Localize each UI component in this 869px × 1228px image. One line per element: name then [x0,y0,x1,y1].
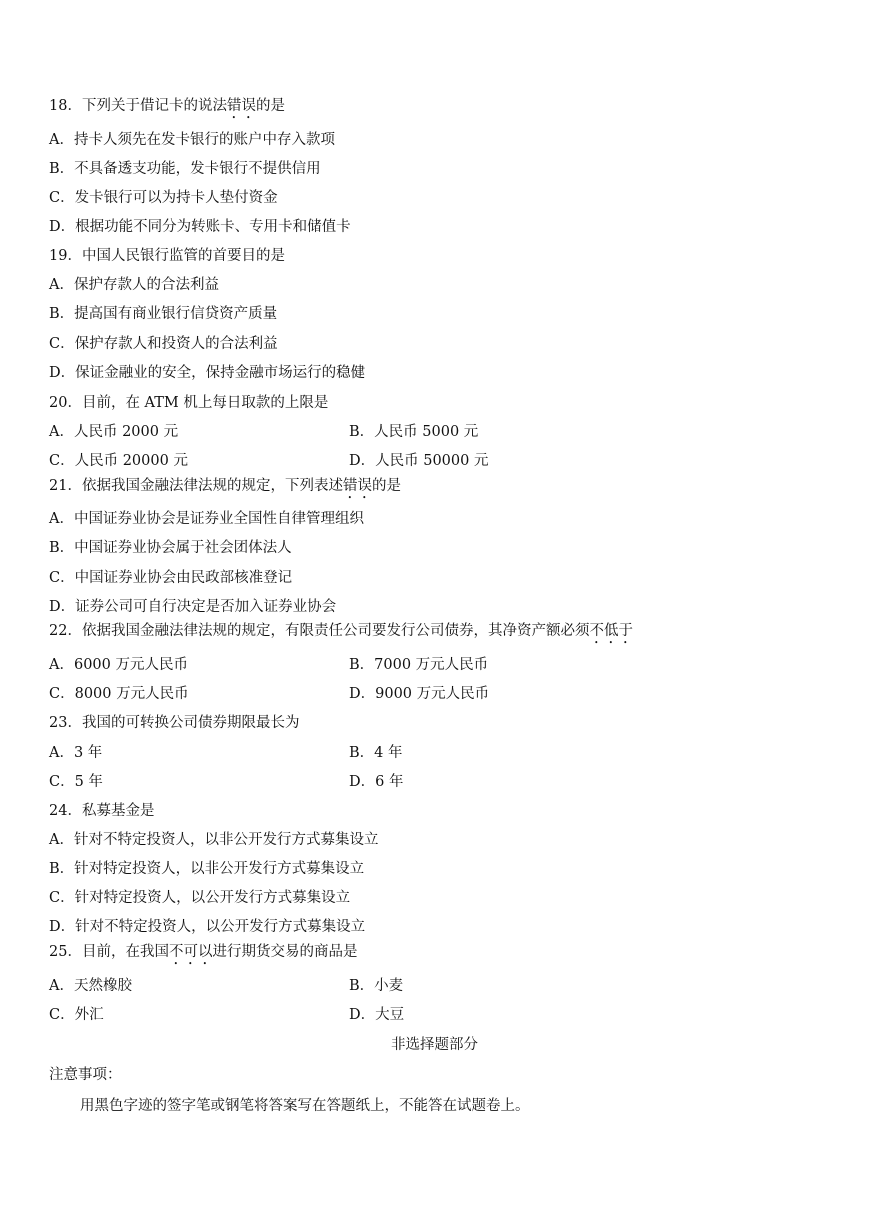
emphasized-text: 不可以 [168,944,213,960]
option-c: C．人民币 20000 元 [49,453,188,469]
option-a: A．3 年 [49,745,103,761]
option-a: A．中国证券业协会是证券业全国性自律管理组织 [49,511,364,527]
option-a: A．持卡人须先在发卡银行的账户中存入款项 [49,132,335,148]
notice-title: 注意事项： [49,1067,122,1083]
section-title: 非选择题部分 [391,1037,478,1053]
question-19: 19．中国人民银行监管的首要目的是 [49,248,285,264]
question-23: 23．我国的可转换公司债券期限最长为 [49,715,300,731]
option-d: D．人民币 50000 元 [349,453,489,469]
option-a: A．6000 万元人民币 [49,657,188,673]
emphasized-text: 错误 [342,478,372,494]
option-d: D．针对不特定投资人，以公开发行方式募集设立 [49,919,366,935]
question-text: 18．下列关于借记卡的说法 [49,98,227,114]
option-d: D．根据功能不同分为转账卡、专用卡和储值卡 [49,219,351,235]
emphasized-text: 不低于 [589,623,633,639]
question-20: 20．目前，在 ATM 机上每日取款的上限是 [49,395,329,411]
option-d: D．保证金融业的安全，保持金融市场运行的稳健 [49,365,366,381]
option-c: C．8000 万元人民币 [49,686,189,702]
option-c: C．发卡银行可以为持卡人垫付资金 [49,190,278,206]
option-b: B．4 年 [349,745,403,761]
option-b: B．人民币 5000 元 [349,424,479,440]
question-24: 24．私募基金是 [49,803,155,819]
option-b: B．针对特定投资人，以非公开发行方式募集设立 [49,861,365,877]
option-b: B．提高国有商业银行信贷资产质量 [49,306,278,322]
question-text: 25．目前，在我国 [49,944,169,960]
option-c: C．外汇 [49,1007,104,1023]
option-a: A．针对不特定投资人，以非公开发行方式募集设立 [49,832,379,848]
option-d: D．9000 万元人民币 [349,686,490,702]
question-text: 的是 [371,478,401,494]
question-18 [49,96,285,116]
question-text: 22．依据我国金融法律法规的规定，有限责任公司要发行公司债券，其净资产额必须 [49,623,590,639]
question-21 [49,476,401,496]
option-d: D．大豆 [349,1007,405,1023]
question-text: 进行期货交易的商品是 [212,944,358,960]
option-d: D．证券公司可自行决定是否加入证券业协会 [49,599,337,615]
question-22 [49,621,633,641]
question-25 [49,942,357,962]
option-b: B．不具备透支功能，发卡银行不提供信用 [49,161,321,177]
question-text: 的是 [255,98,285,114]
option-b: B．7000 万元人民币 [349,657,489,673]
notice-text: 用黑色字迹的签字笔或钢笔将答案写在答题纸上，不能答在试题卷上。 [80,1098,530,1114]
option-a: A．保护存款人的合法利益 [49,277,219,293]
question-text: 21．依据我国金融法律法规的规定，下列表述 [49,478,343,494]
option-a: A．人民币 2000 元 [49,424,179,440]
option-b: B．小麦 [349,978,404,994]
option-a: A．天然橡胶 [49,978,132,994]
option-c: C．5 年 [49,774,103,790]
emphasized-text: 错误 [226,98,256,114]
option-c: C．保护存款人和投资人的合法利益 [49,336,278,352]
option-b: B．中国证券业协会属于社会团体法人 [49,540,292,556]
option-d: D．6 年 [349,774,404,790]
option-c: C．针对特定投资人，以公开发行方式募集设立 [49,890,351,906]
option-c: C．中国证券业协会由民政部核准登记 [49,570,293,586]
